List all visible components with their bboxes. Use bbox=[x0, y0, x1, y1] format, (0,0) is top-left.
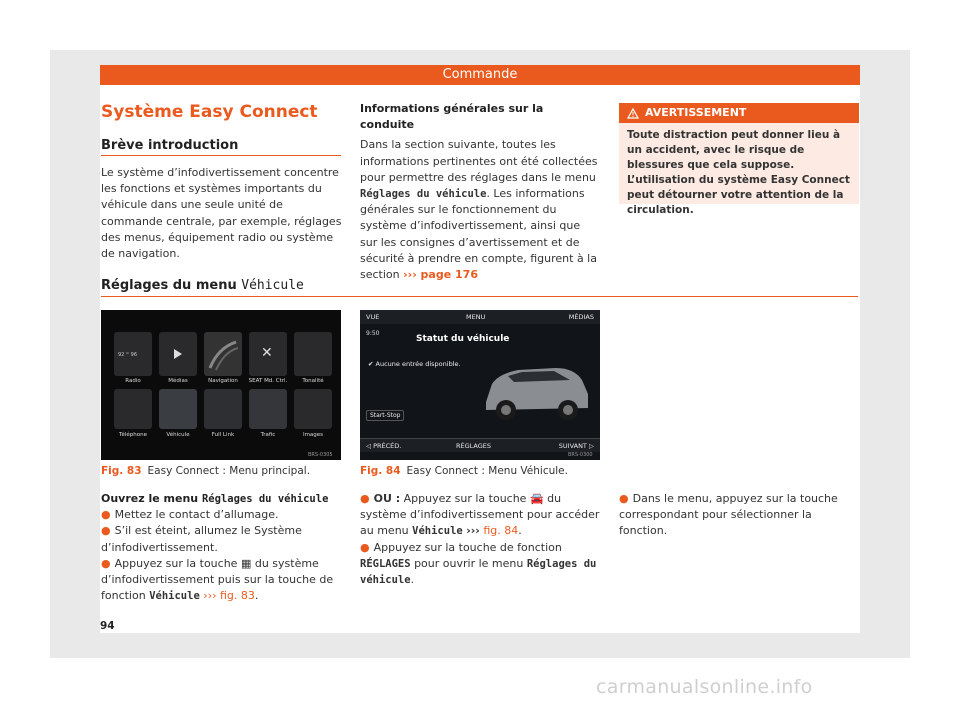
fig83-caption: Fig. 83 Easy Connect : Menu principal. bbox=[101, 465, 311, 477]
start-stop-button[interactable]: Start-Stop bbox=[366, 410, 404, 421]
warning-text: Toute distraction peut donner lieu à un accident, avec le risque de blessures que cela suppose. L’utilisation du système Easy Connect peut détourner votre attention de la circulation. bbox=[627, 129, 850, 216]
general-info-block bbox=[360, 101, 600, 283]
tile-navigation bbox=[204, 332, 242, 376]
fig84-ref: BRS-0300 bbox=[568, 452, 593, 458]
tile-phone bbox=[114, 389, 152, 429]
step-mid-2: ● Appuyez sur la touche de fonction RÉGLAGES pour ouvrir le menu Réglages du véhicule. bbox=[360, 540, 597, 587]
fig83-main-menu-screen: 92 ᵐ 96 ✕ Radio Médias Navigation SEAT Md. Ctrl. Tonalité Téléphone Véhicule Full Link Trafic Images BRS-0305 bbox=[101, 310, 341, 460]
section-subtitle: Brève introduction bbox=[101, 138, 239, 153]
car-icon: 🚘 bbox=[529, 492, 544, 505]
warning-triangle-icon bbox=[627, 108, 639, 119]
general-info-text: Dans la section suivante, toutes les informations pertinentes ont été collectées pour permettre des réglages dans le menu Réglages du véhicule. Les informations générales sur le fonctionnement du système d’infodivertissement, ainsi que sur les consignes d’avertissement et de sécurité à prendre en compte, figurent à la section ››› page 176 bbox=[360, 138, 598, 282]
step-right-1: ● Dans le menu, appuyez sur la touche correspondant pour sélectionner la fonction. bbox=[619, 492, 838, 538]
settings-button[interactable]: RÉGLAGES bbox=[456, 442, 492, 450]
tile-radio: 92 ᵐ 96 bbox=[114, 332, 152, 376]
page-link[interactable]: ››› page 176 bbox=[403, 268, 478, 282]
menu-section-title: Réglages du menu Véhicule bbox=[101, 278, 304, 293]
section-title: Système Easy Connect bbox=[101, 102, 318, 122]
subtitle-rule bbox=[101, 155, 341, 156]
tile-vehicle bbox=[159, 389, 197, 429]
fig84-link[interactable]: fig. 84 bbox=[483, 524, 519, 538]
grid-icon: ▦ bbox=[240, 556, 252, 570]
tile-traffic bbox=[249, 389, 287, 429]
page-number: 94 bbox=[100, 620, 115, 632]
step-left-2: ● S’il est éteint, allumez le Système d’infodivertissement. bbox=[101, 524, 302, 554]
step-mid-1: ● OU : Appuyez sur la touche 🚘 du système d’infodivertissement pour accéder au menu Véhicule ››› fig. 84. bbox=[360, 492, 600, 538]
next-button[interactable]: SUIVANT ▷ bbox=[558, 442, 594, 450]
steps-left-title: Ouvrez le menu Réglages du véhicule bbox=[101, 492, 329, 505]
tile-media bbox=[159, 332, 197, 376]
step-left-1: ● Mettez le contact d’allumage. bbox=[101, 508, 279, 522]
steps-right bbox=[619, 491, 859, 540]
menu-section-rule bbox=[101, 296, 858, 297]
car-illustration bbox=[478, 350, 594, 428]
fig84-top-bar: VUE MENU MÉDIAS bbox=[360, 310, 600, 324]
tile-images bbox=[294, 389, 332, 429]
fig84-vehicle-menu-screen: VUE MENU MÉDIAS 9:50 Statut du véhicule ✔ Aucune entrée disponible. Start-Stop ◁ PRÉCÉD. RÉGLAGES SUIVANT ▷ BRS-0300 bbox=[360, 310, 600, 460]
fig84-status: ✔ Aucune entrée disponible. bbox=[368, 360, 461, 368]
intro-paragraph: Le système d’infodivertissement concentre les fonctions et systèmes importants du véhicule dans une seule unité de commande centrale, par exemple, réglages des menus, équipement radio ou système de navigation. bbox=[101, 166, 342, 261]
step-left-3: ● Appuyez sur la touche ▦ du système d’infodivertissement puis sur la touche de fonction Véhicule ››› fig. 83. bbox=[101, 556, 334, 603]
warning-header: AVERTISSEMENT bbox=[619, 103, 859, 123]
tile-full-link bbox=[204, 389, 242, 429]
tools-icon: ✕ bbox=[261, 345, 273, 361]
chapter-header: Commande bbox=[100, 65, 860, 85]
road-icon bbox=[208, 338, 238, 372]
general-info-title: Informations générales sur la conduite bbox=[360, 102, 544, 132]
fig84-bottom-bar bbox=[360, 438, 600, 452]
tile-seat-md-ctrl bbox=[249, 332, 287, 376]
prev-button[interactable]: ◁ PRÉCÉD. bbox=[366, 442, 402, 450]
watermark: carmanualsonline.info bbox=[596, 676, 813, 698]
play-icon bbox=[174, 349, 182, 359]
fig83-link[interactable]: ››› fig. 83 bbox=[203, 589, 255, 603]
warning-box bbox=[619, 103, 859, 216]
steps-mid bbox=[360, 491, 605, 588]
tile-tone bbox=[294, 332, 332, 376]
fig84-caption: Fig. 84 Easy Connect : Menu Véhicule. bbox=[360, 465, 568, 477]
fig83-ref: BRS-0305 bbox=[308, 452, 333, 458]
steps-left bbox=[101, 491, 346, 604]
